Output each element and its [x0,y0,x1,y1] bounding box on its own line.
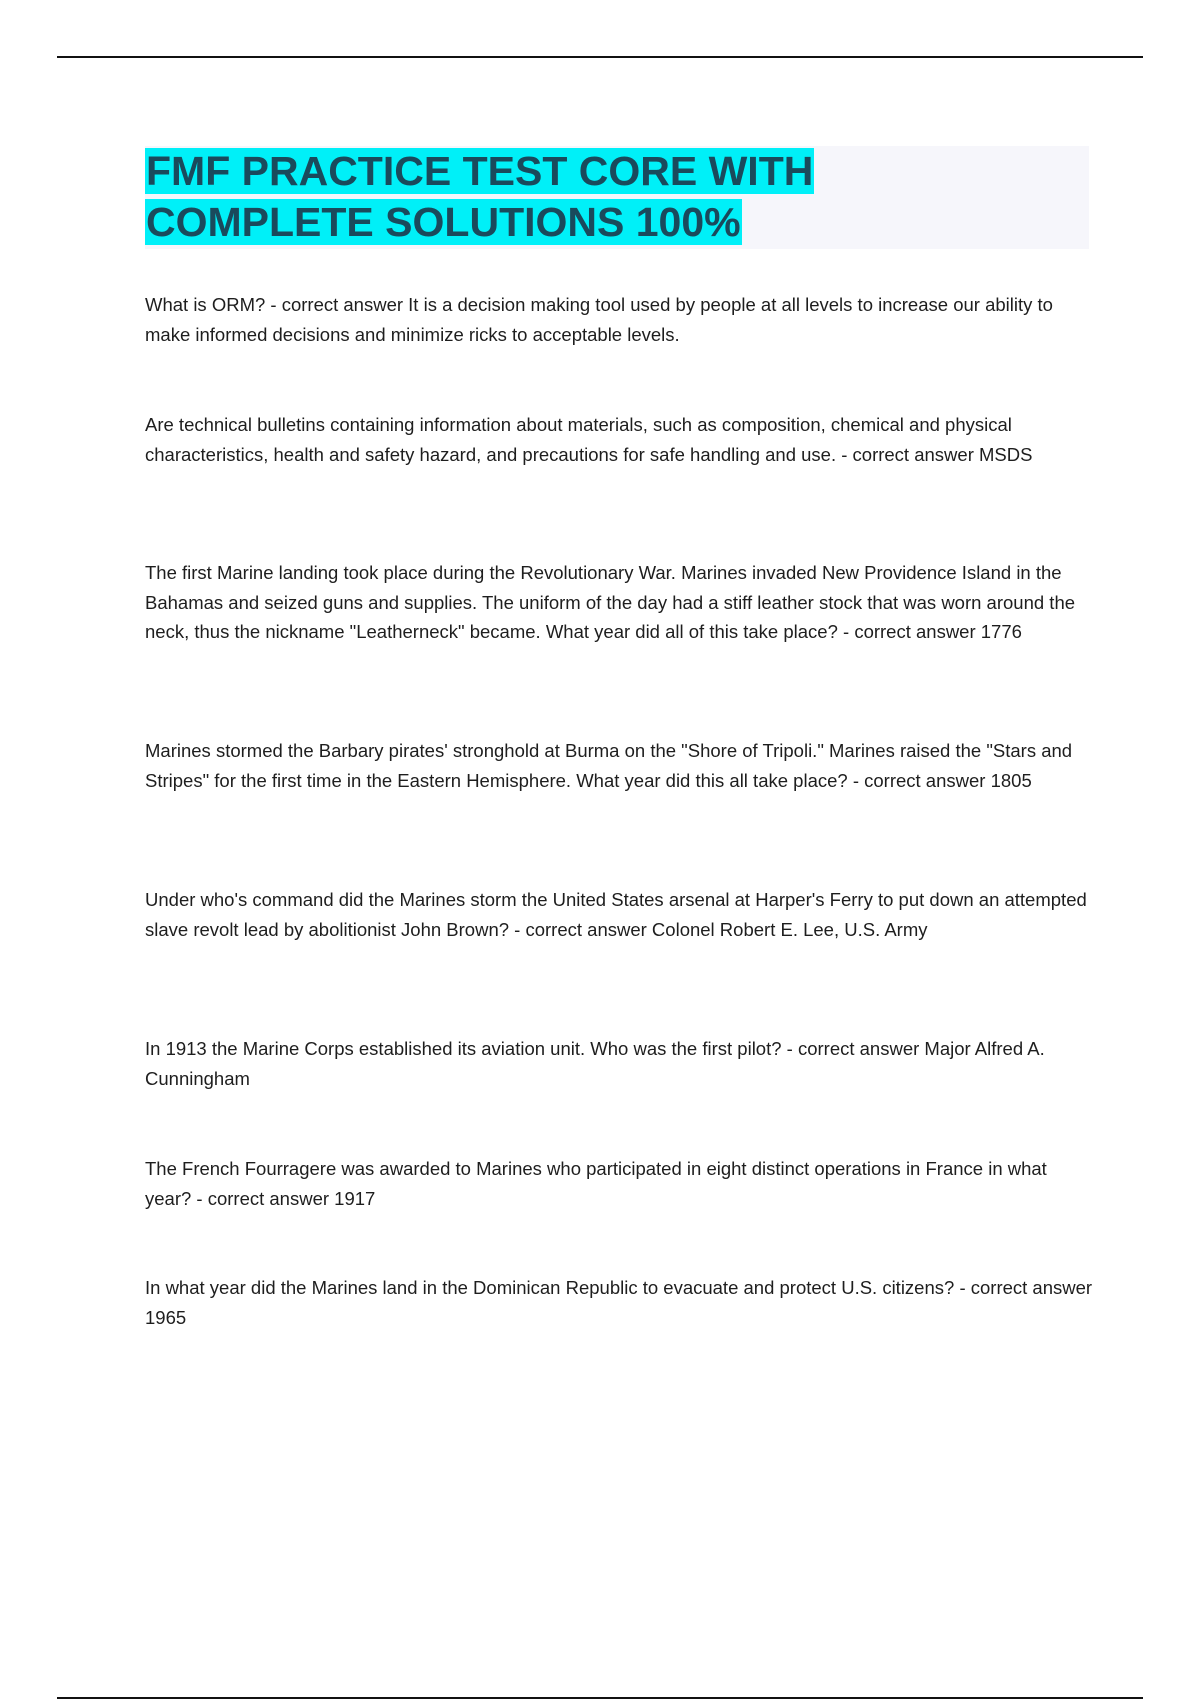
qa-entry: Marines stormed the Barbary pirates' stronghold at Burma on the "Shore of Tripoli." Marines raised the "Stars and Stripes" for the first time in the Eastern Hemisphere. What year did this all take place? - correct answer 1805 [145,740,1073,791]
qa-entry: The first Marine landing took place during the Revolutionary War. Marines invaded New Providence Island in the Bahamas and seized guns and supplies. The uniform of the day had a stiff leather stock that was worn around the neck, thus the nickname "Leatherneck" became. What year did all of this take place? - correct answer 1776 [145,562,1076,642]
qa-entry: In 1913 the Marine Corps established its aviation unit. Who was the first pilot? - correct answer Major Alfred A. Cunningham [145,1038,1045,1089]
page-title [145,146,1089,248]
top-rule [57,56,1143,58]
qa-entry: In what year did the Marines land in the Dominican Republic to evacuate and protect U.S. citizens? - correct answer 1965 [145,1277,1093,1328]
title-block [145,146,1089,249]
qa-entry: Are technical bulletins containing information about materials, such as composition, chemical and physical characteristics, health and safety hazard, and precautions for safe handling and use. - correct answer MSDS [145,414,1033,465]
qa-entry: The French Fourragere was awarded to Marines who participated in eight distinct operations in France in what year? - correct answer 1917 [145,1158,1047,1209]
title-line-1: FMF PRACTICE TEST CORE WITH [146,148,814,194]
qa-entry: What is ORM? - correct answer It is a decision making tool used by people at all levels to increase our ability to make informed decisions and minimize ricks to acceptable levels. [145,294,1053,345]
bottom-rule [57,1697,1143,1699]
qa-entry: Under who's command did the Marines storm the United States arsenal at Harper's Ferry to put down an attempted slave revolt lead by abolitionist John Brown? - correct answer Colonel Robert E. Lee, U.S. Army [145,889,1087,940]
title-line-2: COMPLETE SOLUTIONS 100% [146,199,741,245]
